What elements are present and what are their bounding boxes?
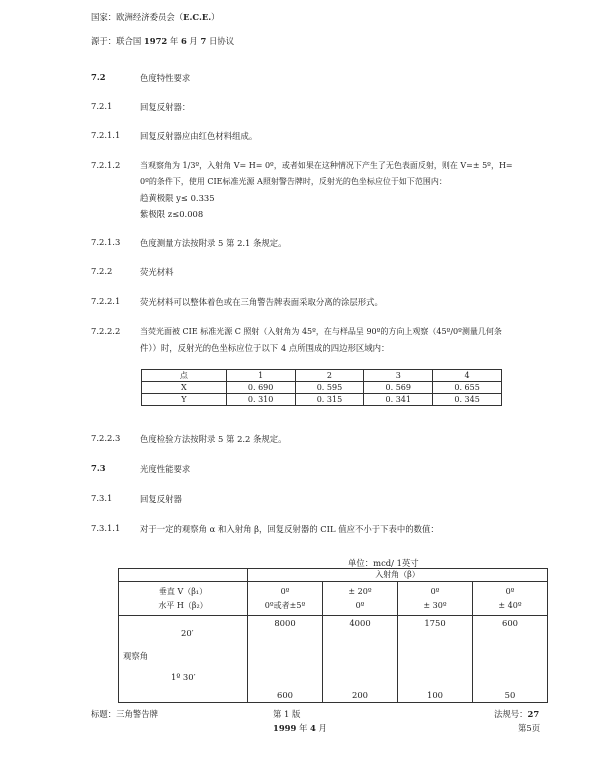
section-number: 7.3.1 (91, 493, 113, 503)
section-text-line: 件））时，反射光的色坐标应位于以下 4 点所围成的四边形区域内： (140, 343, 390, 353)
section-number: 7.2.2.3 (91, 433, 121, 443)
table-row (142, 382, 502, 394)
table-cell: Y (142, 394, 227, 406)
table-row (119, 616, 548, 703)
table-cell: 点 (142, 370, 227, 382)
table-cell: 600 50 (473, 616, 548, 703)
section-text-line: 趋黄极限 y≤ 0.335 (140, 193, 215, 203)
table-cell: 4000 200 (323, 616, 398, 703)
table-cell: 1750 100 (398, 616, 473, 703)
section-text-line: 当观察角为 1/3º，入射角 V= H= 0º，或者如果在这种情况下产生了无色表面反射，则在 V=± 5º，H= (140, 161, 513, 170)
table-cell: 0º ± 30º (398, 582, 473, 616)
section-text: 对于一定的观察角 α 和入射角 β，回复反射器的 CIL 值应不小于下表中的数值： (140, 524, 439, 534)
section-number: 7.3.1.1 (91, 523, 121, 533)
section-text: 色度测量方法按附录 5 第 2.1 条规定。 (140, 238, 287, 248)
section-title: 光度性能要求 (140, 464, 191, 474)
vertical-label: 垂直 V（β₁） (158, 587, 208, 596)
header-country: 国家：欧洲经济委员会（E.C.E.） (91, 12, 220, 22)
table-row (119, 582, 548, 616)
angle-20-label: 20′ (181, 628, 194, 638)
table-cell: 0. 595 (295, 382, 364, 394)
table-header-row (119, 569, 548, 582)
table-cell: X (142, 382, 227, 394)
section-text: 回复反射器应由红色材料组成。 (140, 131, 258, 141)
section-number: 7.2.2.1 (91, 296, 121, 306)
horizontal-label: 水平 H（β₂） (158, 601, 208, 610)
chromaticity-table (141, 369, 502, 406)
table-header-row (142, 370, 502, 382)
section-number: 7.2.2 (91, 266, 113, 276)
table-cell: 0. 345 (433, 394, 502, 406)
section-text-line: 0º的条件下，使用 CIE标准光源 A照射警告牌时，反射光的色坐标应位于如下范围内： (140, 177, 447, 186)
section-number: 7.2.1.1 (91, 130, 121, 140)
header-source: 源于：联合国 1972 年 6 月 7 日协议 (91, 36, 235, 46)
section-title: 回复反射器： (140, 102, 191, 112)
table-cell: 0. 655 (433, 382, 502, 394)
table-unit-label: 单位：mcd/ 1英寸 (348, 558, 419, 568)
section-number: 7.2.1.2 (91, 160, 121, 170)
section-number: 7.2.1.3 (91, 237, 121, 247)
section-number: 7.2.2.2 (91, 326, 121, 336)
incidence-angle-header: 入射角（β） (248, 569, 548, 582)
section-number: 7.3 (91, 463, 106, 473)
footer-date: 1999 年 4 月 (273, 723, 327, 733)
table-cell: 1 (226, 370, 295, 382)
table-cell: 8000 600 (248, 616, 323, 703)
section-title: 回复反射器 (140, 494, 182, 504)
table-cell: 2 (295, 370, 364, 382)
footer-title: 标题：三角警告牌 (91, 709, 158, 719)
section-title: 荧光材料 (140, 267, 174, 277)
table-cell: 3 (364, 370, 433, 382)
table-cell: 4 (433, 370, 502, 382)
footer-page: 第5页 (518, 723, 541, 733)
table-cell: ± 20º 0º (323, 582, 398, 616)
section-title: 色度特性要求 (140, 73, 191, 83)
table-cell: 0º 0º或者±5º (248, 582, 323, 616)
angle-130-label: 1º 30′ (171, 672, 196, 682)
section-number: 7.2.1 (91, 101, 113, 111)
footer-regulation: 法规号：27 (494, 709, 540, 719)
section-text: 荧光材料可以整体着色或在三角警告牌表面采取分离的涂层形式。 (140, 297, 383, 307)
footer-edition: 第 1 版 (273, 709, 301, 719)
table-cell: 0. 569 (364, 382, 433, 394)
table-cell (119, 569, 248, 582)
table-cell: 0. 310 (226, 394, 295, 406)
table-cell: 0. 690 (226, 382, 295, 394)
section-text-line: 当荧光面被 CIE 标准光源 C 照射（入射角为 45º，在与样品呈 90º的方向上观察（45º/0º测量几何条 (140, 327, 502, 336)
table-cell (119, 582, 248, 616)
table-row (142, 394, 502, 406)
table-cell: 0. 341 (364, 394, 433, 406)
table-cell: 0º ± 40º (473, 582, 548, 616)
cil-table (118, 568, 548, 703)
section-text-line: 紫极限 z≤0.008 (140, 209, 204, 219)
section-number: 7.2 (91, 72, 106, 82)
section-text: 色度检验方法按附录 5 第 2.2 条规定。 (140, 434, 287, 444)
observation-angle-cell (119, 616, 248, 703)
table-cell: 0. 315 (295, 394, 364, 406)
observation-angle-label: 观察角 (123, 651, 149, 661)
